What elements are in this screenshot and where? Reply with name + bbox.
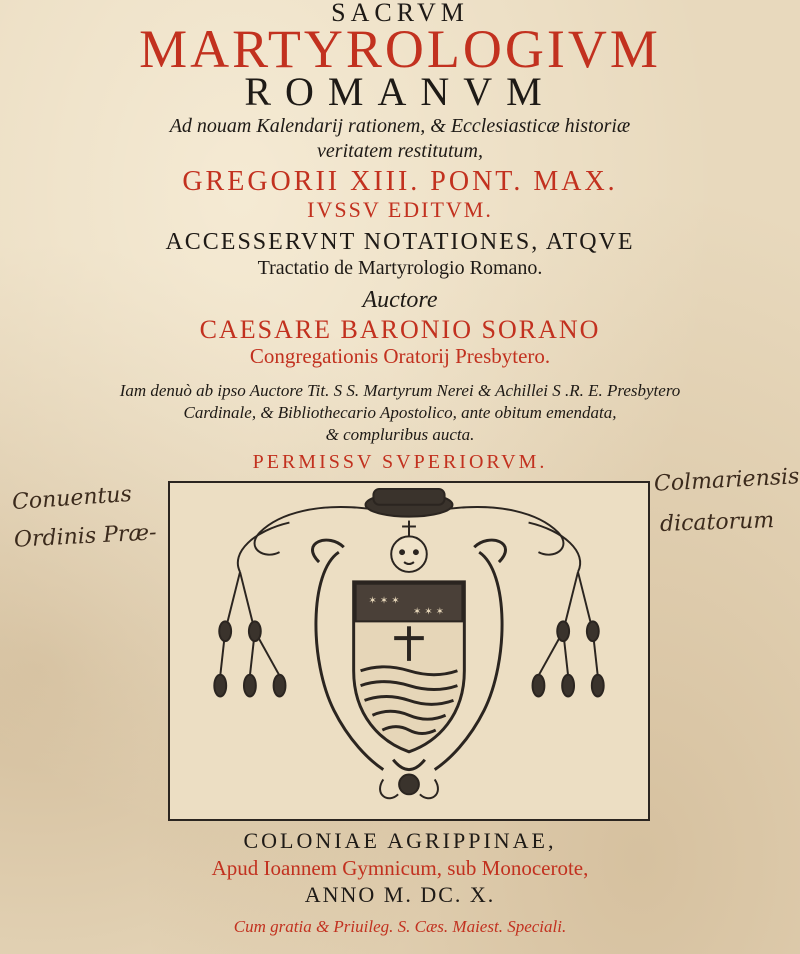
manuscript-note-left-2: Ordinis Præ- [13,520,158,553]
coat-of-arms-plate [168,481,650,821]
subtitle-line-1: Ad nouam Kalendarij rationem, & Ecclesiasticæ historiæ [169,115,631,137]
subtitle-line-2: veritatem restitutum, [317,140,483,162]
imprint-printer: Apud Ioannem Gymnicum, sub Monocerote, [211,856,589,880]
imprint-city: COLONIAE AGRIPPINAE, [243,828,557,853]
gregorii-line: GREGORII XIII. PONT. MAX. [182,166,618,197]
edition-note-line-3: & compluribus aucta. [325,425,475,444]
congregation-line: Congregationis Oratorij Presbytero. [249,344,551,368]
author-name: CAESARE BARONIO SORANO [199,315,601,344]
title-romanum: ROMANVM [244,69,556,114]
svg-text:✶ ✶ ✶: ✶ ✶ ✶ [412,606,445,618]
manuscript-note-left-1: Conuentus [11,481,133,516]
iussu-line: IVSSV EDITVM. [307,197,493,222]
svg-text:✶ ✶ ✶: ✶ ✶ ✶ [368,595,400,607]
imprint-privilege: Cum gratia & Priuileg. S. Cæs. Maiest. Speciali. [233,917,567,936]
edition-note-line-2: Cardinale, & Bibliothecario Apostolico, ante obitum emendata, [183,403,617,422]
edition-note-line-1: Iam denuò ab ipso Auctore Tit. S S. Martyrum Nerei & Achillei S .R. E. Presbytero [119,381,681,400]
title-martyrologium: MARTYROLOGIVM [139,19,661,79]
imprint-year: ANNO M. DC. X. [304,882,496,907]
auctore-label: Auctore [362,287,438,313]
cardinal-coat-of-arms-icon [170,483,648,819]
manuscript-note-right-1: Colmariensis [653,464,800,497]
accesserunt-line: ACCESSERVNT NOTATIONES, ATQVE [165,229,635,255]
title-sacrum: SACRVM [331,0,469,27]
manuscript-note-right-2: dicatorum [659,508,775,537]
permissu-line: PERMISSV SVPERIORVM. [252,451,548,473]
tractatio-line: Tractatio de Martyrologio Romano. [257,257,543,279]
